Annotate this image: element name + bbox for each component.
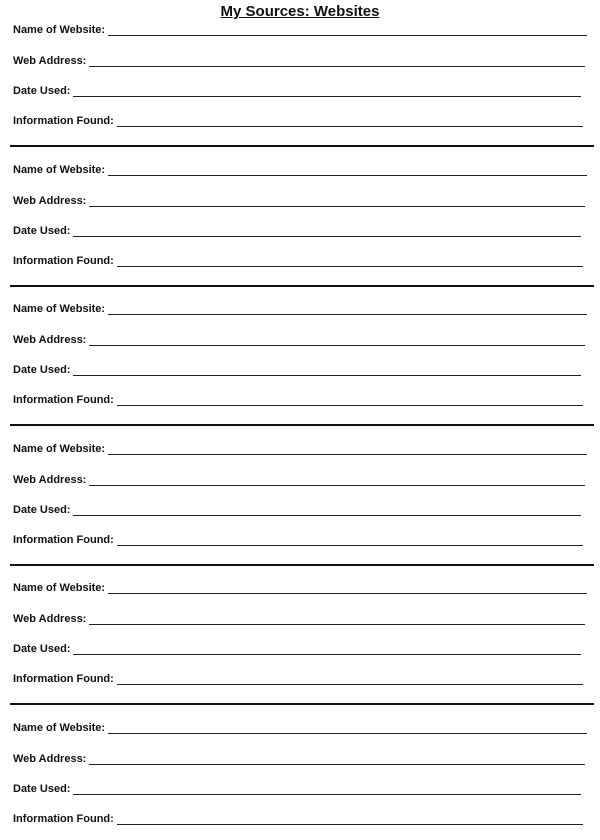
field-information-found <box>13 811 583 825</box>
blank-line-input[interactable] <box>108 302 587 315</box>
source-entry <box>0 698 600 838</box>
field-label: Date Used: <box>13 783 71 795</box>
field-date-used <box>13 223 581 237</box>
blank-line-input[interactable] <box>89 752 585 765</box>
field-label: Name of Website: <box>13 722 106 734</box>
source-entry <box>0 419 600 559</box>
blank-line-input[interactable] <box>73 503 581 516</box>
blank-line-input[interactable] <box>73 642 581 655</box>
blank-line-input[interactable] <box>89 54 585 67</box>
blank-line-input[interactable] <box>73 363 581 376</box>
field-label: Name of Website: <box>13 24 106 36</box>
field-web-address <box>13 472 585 486</box>
field-date-used <box>13 502 581 516</box>
field-name-of-website <box>13 22 587 36</box>
field-label: Web Address: <box>13 613 87 626</box>
field-web-address <box>13 332 585 346</box>
field-web-address <box>13 611 585 625</box>
page-title-text: My Sources: Websites <box>220 3 380 20</box>
blank-line-input[interactable] <box>108 442 587 455</box>
field-label: Information Found: <box>13 254 114 267</box>
source-entry <box>0 279 600 419</box>
blank-line-input[interactable] <box>117 393 583 406</box>
source-entry <box>0 0 600 140</box>
field-web-address <box>13 751 585 765</box>
field-label: Information Found: <box>13 673 114 686</box>
field-name-of-website <box>13 580 587 594</box>
field-information-found <box>13 253 583 267</box>
field-information-found <box>13 113 583 127</box>
blank-line-input[interactable] <box>117 254 583 267</box>
field-information-found <box>13 671 583 685</box>
blank-line-input[interactable] <box>89 194 585 207</box>
field-name-of-website <box>13 441 587 455</box>
field-label: Name of Website: <box>13 442 106 455</box>
field-name-of-website <box>13 301 587 315</box>
field-label: Information Found: <box>13 394 114 407</box>
blank-line-input[interactable] <box>117 672 583 685</box>
source-entry <box>0 558 600 698</box>
blank-line-input[interactable] <box>117 533 583 546</box>
blank-line-input[interactable] <box>108 23 587 36</box>
field-date-used <box>13 83 581 97</box>
blank-line-input[interactable] <box>73 782 581 795</box>
field-web-address <box>13 53 585 67</box>
field-name-of-website <box>13 720 587 734</box>
blank-line-input[interactable] <box>108 581 587 594</box>
blank-line-input[interactable] <box>73 224 581 237</box>
field-label: Date Used: <box>13 503 71 516</box>
field-label: Web Address: <box>13 334 87 347</box>
blank-line-input[interactable] <box>117 114 583 127</box>
field-label: Information Found: <box>13 813 114 825</box>
field-label: Web Address: <box>13 194 87 207</box>
field-name-of-website <box>13 162 587 176</box>
source-entry <box>0 140 600 280</box>
blank-line-input[interactable] <box>108 721 587 734</box>
field-label: Date Used: <box>13 364 71 377</box>
blank-line-input[interactable] <box>89 612 585 625</box>
field-label: Information Found: <box>13 115 114 127</box>
blank-line-input[interactable] <box>108 163 587 176</box>
field-date-used <box>13 641 581 655</box>
field-label: Date Used: <box>13 224 71 237</box>
field-date-used <box>13 781 581 795</box>
field-label: Date Used: <box>13 85 71 97</box>
blank-line-input[interactable] <box>89 333 585 346</box>
field-label: Name of Website: <box>13 303 106 316</box>
field-label: Name of Website: <box>13 163 106 176</box>
field-date-used <box>13 362 581 376</box>
field-information-found <box>13 532 583 546</box>
field-label: Web Address: <box>13 473 87 486</box>
blank-line-input[interactable] <box>73 84 581 97</box>
field-web-address <box>13 193 585 207</box>
blank-line-input[interactable] <box>117 812 583 825</box>
field-label: Information Found: <box>13 533 114 546</box>
field-information-found <box>13 392 583 406</box>
field-label: Web Address: <box>13 753 87 765</box>
field-label: Name of Website: <box>13 582 106 595</box>
field-label: Web Address: <box>13 55 87 67</box>
field-label: Date Used: <box>13 643 71 656</box>
blank-line-input[interactable] <box>89 473 585 486</box>
